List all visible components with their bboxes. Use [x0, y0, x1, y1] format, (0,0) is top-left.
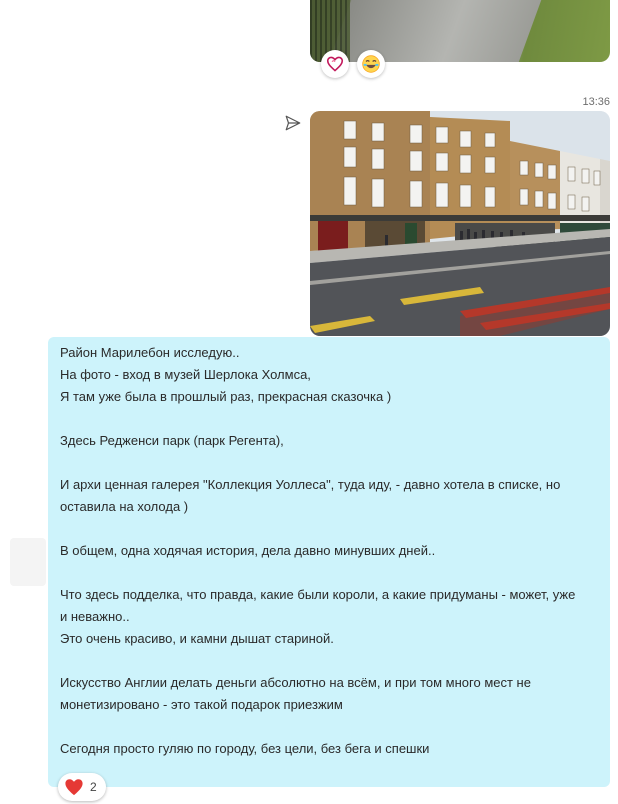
faded-avatar-placeholder: [10, 538, 46, 586]
message-line: Здесь Редженси парк (парк Регента),: [60, 433, 284, 448]
text-message[interactable]: [48, 337, 610, 787]
reaction-laughing[interactable]: [357, 50, 385, 78]
message-line: Я там уже была в прошлый раз, прекрасная сказочка ): [60, 389, 392, 404]
reaction-heart-outline[interactable]: [321, 50, 349, 78]
heart-icon: [64, 778, 84, 796]
message-line: Район Марилебон исследую..: [60, 345, 240, 360]
message-line: [60, 518, 598, 540]
street-photo[interactable]: [310, 111, 610, 336]
message-line: И архи ценная галерея "Коллекция Уоллеса", туда иду, - давно хотела в списке, но: [60, 477, 561, 492]
laughing-emoji-icon: [361, 54, 381, 74]
message-line: [60, 452, 598, 474]
message-line: Это очень красиво, и камни дышат стариной.: [60, 631, 334, 646]
message-line: В общем, одна ходячая история, дела давно минувших дней..: [60, 543, 436, 558]
message-line: [60, 408, 598, 430]
message-line: На фото - вход в музей Шерлока Холмса,: [60, 367, 311, 382]
message-line: [60, 716, 598, 738]
message-time: 13:36: [582, 96, 610, 108]
reaction-count: 2: [90, 780, 97, 794]
heart-outline-icon: [326, 56, 344, 72]
message-line: и неважно..: [60, 609, 130, 624]
message-line: [60, 650, 598, 672]
message-line: Что здесь подделка, что правда, какие были короли, а какие придуманы - может, уже: [60, 587, 576, 602]
reaction-heart[interactable]: [58, 773, 106, 801]
message-line: оставила на холода ): [60, 499, 189, 514]
send-icon: [284, 114, 302, 132]
previous-photo-reactions: [321, 50, 385, 78]
street-photo-image: [310, 111, 610, 336]
message-line: [60, 562, 598, 584]
message-line: Искусство Англии делать деньги абсолютно на всём, и при том много мест не: [60, 675, 531, 690]
message-line: монетизировано - это такой подарок приезжим: [60, 697, 343, 712]
message-line: Сегодня просто гуляю по городу, без цели, без бега и спешки: [60, 741, 430, 756]
